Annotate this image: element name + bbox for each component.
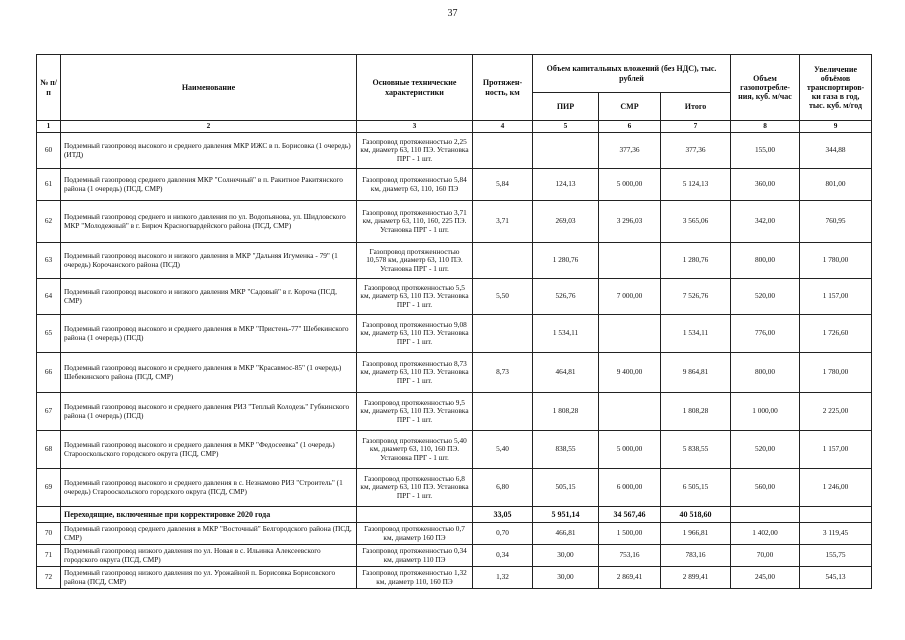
- gas-volume: 1 402,00: [731, 523, 800, 545]
- length-km: 5,84: [473, 169, 533, 201]
- table-row: [37, 393, 872, 431]
- total-value: 6 505,15: [661, 469, 731, 507]
- page-number: 37: [447, 8, 458, 19]
- gas-volume: 360,00: [731, 169, 800, 201]
- index-cell: 5: [533, 121, 599, 133]
- smr-value: 5 000,00: [599, 431, 661, 469]
- column-index-row: [37, 121, 872, 133]
- table-row: [37, 201, 872, 243]
- smr-value: 377,36: [599, 133, 661, 169]
- length-km: 8,73: [473, 353, 533, 393]
- project-name: Подземный газопровод высокого и среднего давления в с. Незнамово РИЗ "Строитель" (1 очередь) Старооскольского городского округа (ПСД, СМР): [61, 469, 357, 507]
- row-number: 67: [37, 393, 61, 431]
- gas-volume: 1 000,00: [731, 393, 800, 431]
- index-cell: 9: [800, 121, 872, 133]
- technical-specs: Газопровод протяженностью 9,5 км, диаметр 63, 110 ПЭ. Установка ПРГ - 1 шт.: [357, 393, 473, 431]
- section-row: [37, 507, 872, 523]
- smr-value: 753,16: [599, 545, 661, 567]
- transport-increase: 1 246,00: [800, 469, 872, 507]
- section-length: 33,05: [473, 507, 533, 523]
- table-row: [37, 315, 872, 353]
- index-cell: 3: [357, 121, 473, 133]
- total-value: 5 124,13: [661, 169, 731, 201]
- section-total: 40 518,60: [661, 507, 731, 523]
- gas-volume: 776,00: [731, 315, 800, 353]
- table-row: [37, 133, 872, 169]
- smr-value: 1 500,00: [599, 523, 661, 545]
- transport-increase: 344,88: [800, 133, 872, 169]
- transport-increase: 1 157,00: [800, 431, 872, 469]
- pir-value: [533, 133, 599, 169]
- transport-increase: 1 157,00: [800, 279, 872, 315]
- transport-increase: 2 225,00: [800, 393, 872, 431]
- project-name: Подземный газопровод среднего и низкого давления по ул. Водопьянова, ул. Шидловского МКР "Молодежный" в г. Бирюч Красногвардейского района (ПСД, СМР): [61, 201, 357, 243]
- technical-specs: Газопровод протяженностью 5,40 км, диаметр 63, 110, 160 ПЭ. Установка ПРГ - 1 шт.: [357, 431, 473, 469]
- smr-value: 2 869,41: [599, 567, 661, 589]
- pir-value: 526,76: [533, 279, 599, 315]
- transport-increase: 1 780,00: [800, 353, 872, 393]
- pir-value: 464,81: [533, 353, 599, 393]
- row-number: 63: [37, 243, 61, 279]
- index-cell: 1: [37, 121, 61, 133]
- transport-increase: 1 780,00: [800, 243, 872, 279]
- pir-value: 30,00: [533, 567, 599, 589]
- technical-specs: Газопровод протяженностью 2,25 км, диаметр 63, 110 ПЭ. Установка ПРГ - 1 шт.: [357, 133, 473, 169]
- transport-increase: 1 726,60: [800, 315, 872, 353]
- row-number: 69: [37, 469, 61, 507]
- total-value: 1 534,11: [661, 315, 731, 353]
- length-km: [473, 315, 533, 353]
- pir-value: 269,03: [533, 201, 599, 243]
- pir-value: 838,55: [533, 431, 599, 469]
- gas-volume: 245,00: [731, 567, 800, 589]
- technical-specs: Газопровод протяженностью 9,08 км, диаметр 63, 110 ПЭ. Установка ПРГ - 1 шт.: [357, 315, 473, 353]
- total-value: 1 808,28: [661, 393, 731, 431]
- smr-value: [599, 243, 661, 279]
- total-value: 377,36: [661, 133, 731, 169]
- index-cell: 2: [61, 121, 357, 133]
- smr-value: 5 000,00: [599, 169, 661, 201]
- gas-volume: 70,00: [731, 545, 800, 567]
- header-name: Наименование: [61, 55, 357, 121]
- header-pir: ПИР: [533, 93, 599, 121]
- header-tech: Основные технические характеристики: [357, 55, 473, 121]
- smr-value: [599, 393, 661, 431]
- length-km: 1,32: [473, 567, 533, 589]
- total-value: 9 864,81: [661, 353, 731, 393]
- section-pir: 5 951,14: [533, 507, 599, 523]
- section-smr: 34 567,46: [599, 507, 661, 523]
- technical-specs: Газопровод протяженностью 10,578 км, диаметр 63, 110 ПЭ. Установка ПРГ - 1 шт.: [357, 243, 473, 279]
- pir-value: 1 280,76: [533, 243, 599, 279]
- index-cell: 7: [661, 121, 731, 133]
- row-number: 62: [37, 201, 61, 243]
- row-number: 71: [37, 545, 61, 567]
- length-km: 0,34: [473, 545, 533, 567]
- header-gas-volume: Объем газопотребле-ния, куб. м/час: [731, 55, 800, 121]
- project-name: Подземный газопровод высокого и среднего давления МКР ИЖС в п. Борисовка (1 очередь) (ИТД): [61, 133, 357, 169]
- transport-increase: 760,95: [800, 201, 872, 243]
- section-label: Переходящие, включенные при корректировке 2020 года: [61, 507, 357, 523]
- transport-increase: 155,75: [800, 545, 872, 567]
- length-km: [473, 243, 533, 279]
- table-row: [37, 279, 872, 315]
- technical-specs: Газопровод протяженностью 6,8 км, диаметр 63, 110 ПЭ. Установка ПРГ - 1 шт.: [357, 469, 473, 507]
- technical-specs: Газопровод протяженностью 3,71 км, диаметр 63, 110, 160, 225 ПЭ. Установка ПРГ - 1 шт.: [357, 201, 473, 243]
- row-number: 70: [37, 523, 61, 545]
- table-row: [37, 353, 872, 393]
- gas-volume: 560,00: [731, 469, 800, 507]
- length-km: 0,70: [473, 523, 533, 545]
- table-row: [37, 469, 872, 507]
- smr-value: 9 400,00: [599, 353, 661, 393]
- pir-value: 30,00: [533, 545, 599, 567]
- technical-specs: Газопровод протяженностью 1,32 км, диаметр 110, 160 ПЭ: [357, 567, 473, 589]
- row-number: 68: [37, 431, 61, 469]
- project-name: Подземный газопровод среднего давления МКР "Солнечный" в п. Ракитное Ракитянского района (1 очередь) (ПСД, СМР): [61, 169, 357, 201]
- total-value: 3 565,06: [661, 201, 731, 243]
- length-km: 6,80: [473, 469, 533, 507]
- index-cell: 6: [599, 121, 661, 133]
- pir-value: 505,15: [533, 469, 599, 507]
- total-value: 7 526,76: [661, 279, 731, 315]
- project-name: Подземный газопровод высокого и среднего давления в МКР "Красавмос-85" (1 очередь) Шебекинского района (ПСД, СМР): [61, 353, 357, 393]
- project-name: Подземный газопровод высокого и среднего давления в МКР "Федосеевка" (1 очередь) Старооскольского городского округа (ПСД, СМР): [61, 431, 357, 469]
- table-row: [37, 567, 872, 589]
- table-row: [37, 523, 872, 545]
- table-row: [37, 169, 872, 201]
- row-number: 66: [37, 353, 61, 393]
- smr-value: 3 296,03: [599, 201, 661, 243]
- table-row: [37, 431, 872, 469]
- gas-volume: 342,00: [731, 201, 800, 243]
- gas-volume: 800,00: [731, 243, 800, 279]
- gas-volume: 155,00: [731, 133, 800, 169]
- technical-specs: Газопровод протяженностью 5,84 км, диаметр 63, 110, 160 ПЭ: [357, 169, 473, 201]
- header-num: № п/п: [37, 55, 61, 121]
- total-value: 783,16: [661, 545, 731, 567]
- pir-value: 466,81: [533, 523, 599, 545]
- table-row: [37, 545, 872, 567]
- smr-value: 7 000,00: [599, 279, 661, 315]
- row-number: 72: [37, 567, 61, 589]
- header-length: Протяжен-ность, км: [473, 55, 533, 121]
- header-capex: Объем капитальных вложений (без НДС), тыс. рублей: [533, 55, 731, 93]
- row-number: 64: [37, 279, 61, 315]
- total-value: 1 966,81: [661, 523, 731, 545]
- project-name: Подземный газопровод высокого и низкого давления в МКР "Дальняя Игуменка - 79" (1 очередь) Корочанского района (ПСД): [61, 243, 357, 279]
- gas-volume: 800,00: [731, 353, 800, 393]
- transport-increase: 3 119,45: [800, 523, 872, 545]
- project-name: Подземный газопровод низкого давления по ул. Новая в с. Ильинка Алексеевского городского округа (ПСД, СМР): [61, 545, 357, 567]
- row-number: 60: [37, 133, 61, 169]
- project-name: Подземный газопровод высокого и среднего давления в МКР "Пристень-77" Шебекинского района (1 очередь) (ПСД): [61, 315, 357, 353]
- transport-increase: 801,00: [800, 169, 872, 201]
- pir-value: 124,13: [533, 169, 599, 201]
- row-number: 65: [37, 315, 61, 353]
- technical-specs: Газопровод протяженностью 0,7 км, диаметр 160 ПЭ: [357, 523, 473, 545]
- row-number: 61: [37, 169, 61, 201]
- total-value: 1 280,76: [661, 243, 731, 279]
- project-name: Подземный газопровод высокого и среднего давления РИЗ "Теплый Колодезь" Губкинского района (1 очередь) (ПСД): [61, 393, 357, 431]
- project-name: Подземный газопровод высокого и низкого давления МКР "Садовый" в г. Короча (ПСД, СМР): [61, 279, 357, 315]
- header-increase: Увеличение объёмов транспортиров-ки газа в год, тыс. куб. м/год: [800, 55, 872, 121]
- total-value: 2 899,41: [661, 567, 731, 589]
- investment-table: [36, 54, 872, 589]
- smr-value: [599, 315, 661, 353]
- total-value: 5 838,55: [661, 431, 731, 469]
- header-smr: СМР: [599, 93, 661, 121]
- index-cell: 4: [473, 121, 533, 133]
- index-cell: 8: [731, 121, 800, 133]
- length-km: [473, 133, 533, 169]
- smr-value: 6 000,00: [599, 469, 661, 507]
- pir-value: 1 808,28: [533, 393, 599, 431]
- length-km: 5,40: [473, 431, 533, 469]
- technical-specs: Газопровод протяженностью 5,5 км, диаметр 63, 110 ПЭ. Установка ПРГ - 1 шт.: [357, 279, 473, 315]
- gas-volume: 520,00: [731, 431, 800, 469]
- gas-volume: 520,00: [731, 279, 800, 315]
- technical-specs: Газопровод протяженностью 8,73 км, диаметр 63, 110 ПЭ. Установка ПРГ - 1 шт.: [357, 353, 473, 393]
- header-total: Итого: [661, 93, 731, 121]
- project-name: Подземный газопровод среднего давления в МКР "Восточный" Белгородского района (ПСД, СМР): [61, 523, 357, 545]
- transport-increase: 545,13: [800, 567, 872, 589]
- technical-specs: Газопровод протяженностью 0,34 км, диаметр 110 ПЭ: [357, 545, 473, 567]
- length-km: 5,50: [473, 279, 533, 315]
- length-km: [473, 393, 533, 431]
- pir-value: 1 534,11: [533, 315, 599, 353]
- table-row: [37, 243, 872, 279]
- length-km: 3,71: [473, 201, 533, 243]
- project-name: Подземный газопровод низкого давления по ул. Урожайной п. Борисовка Борисовского района (ПСД, СМР): [61, 567, 357, 589]
